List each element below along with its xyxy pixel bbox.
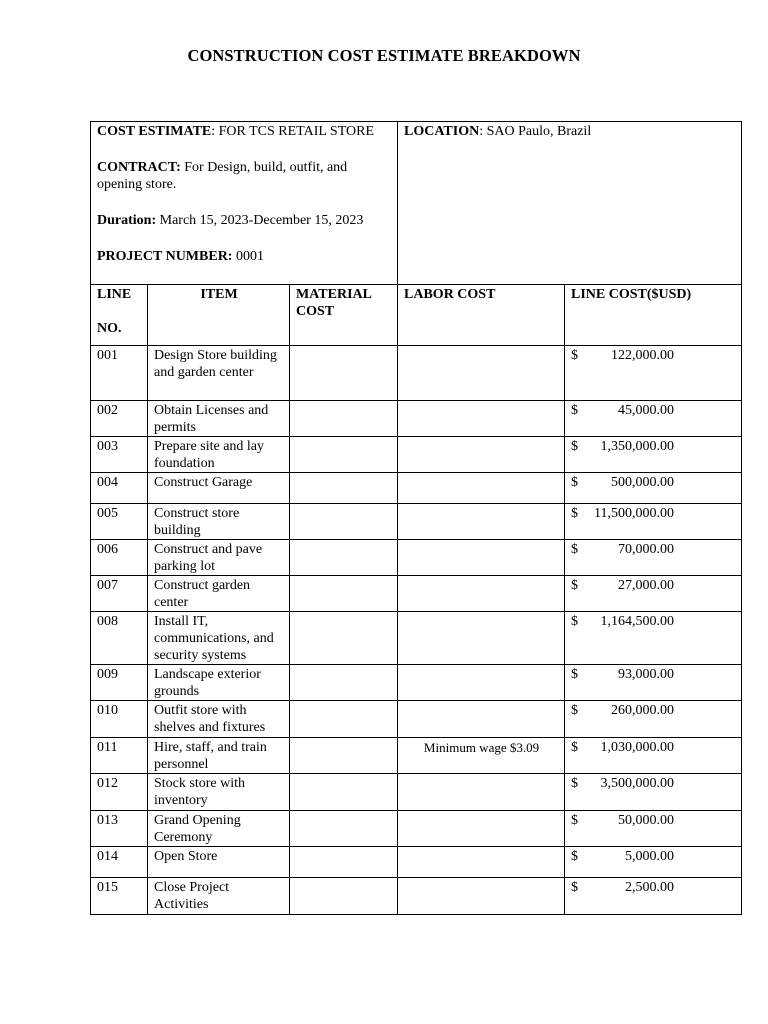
project-number-value: 0001 [232, 249, 264, 264]
labor-cost-cell [398, 612, 565, 665]
col-header-line-bottom: NO. [97, 321, 122, 336]
line-cost-amount: 1,030,000.00 [600, 740, 675, 755]
labor-cost-value: Minimum wage $3.09 [423, 740, 540, 755]
line-cost-amount: 260,000.00 [611, 703, 675, 718]
currency-symbol: $ [571, 403, 579, 418]
currency-symbol: $ [571, 703, 579, 718]
line-cost-cell [565, 612, 742, 665]
line-cost-amount: 1,350,000.00 [600, 439, 675, 454]
table-row [91, 346, 742, 401]
cost-estimate-value: : FOR TCS RETAIL STORE [211, 124, 375, 139]
labor-cost-cell [398, 576, 565, 612]
table-row [91, 774, 742, 811]
material-cost-cell [290, 504, 398, 540]
item-cell: Landscape exterior grounds [148, 665, 290, 701]
labor-cost-cell [398, 540, 565, 576]
currency-symbol: $ [571, 348, 579, 363]
contract-line [97, 159, 392, 193]
line-number-cell: 012 [91, 774, 148, 811]
line-cost-cell [565, 811, 742, 847]
line-number-cell: 005 [91, 504, 148, 540]
labor-cost-cell [398, 473, 565, 504]
labor-cost-cell [398, 811, 565, 847]
cost-estimate-label: COST ESTIMATE [97, 124, 212, 139]
labor-cost-cell [398, 847, 565, 878]
project-number-label: PROJECT NUMBER: [97, 249, 233, 264]
table-row [91, 504, 742, 540]
item-cell: Close Project Activities [148, 878, 290, 915]
line-cost-amount: 93,000.00 [618, 667, 675, 682]
project-number-line [97, 248, 392, 265]
line-number-cell: 004 [91, 473, 148, 504]
item-cell: Construct and pave parking lot [148, 540, 290, 576]
item-cell: Hire, staff, and train personnel [148, 738, 290, 774]
col-header-item: ITEM [148, 285, 290, 346]
cost-estimate-line [97, 123, 392, 140]
column-header-row [91, 285, 742, 346]
line-cost-amount: 5,000.00 [625, 849, 675, 864]
line-cost-cell [565, 437, 742, 473]
material-cost-cell [290, 774, 398, 811]
line-number-cell: 008 [91, 612, 148, 665]
table-row [91, 811, 742, 847]
col-header-line-top: LINE [97, 287, 132, 302]
line-cost-cell [565, 401, 742, 437]
material-cost-cell [290, 701, 398, 738]
line-cost-cell [565, 738, 742, 774]
labor-cost-cell [398, 774, 565, 811]
line-number-cell: 001 [91, 346, 148, 401]
line-cost-cell [565, 504, 742, 540]
currency-symbol: $ [571, 776, 579, 791]
line-number-cell: 013 [91, 811, 148, 847]
currency-symbol: $ [571, 614, 579, 629]
table-row [91, 576, 742, 612]
material-cost-cell [290, 665, 398, 701]
location-cell [398, 122, 742, 285]
labor-cost-cell [398, 504, 565, 540]
line-number-cell: 003 [91, 437, 148, 473]
item-cell: Construct garden center [148, 576, 290, 612]
currency-symbol: $ [571, 740, 579, 755]
table-row [91, 701, 742, 738]
line-cost-amount: 1,164,500.00 [600, 614, 675, 629]
project-info-row [91, 122, 742, 285]
item-cell: Design Store building and garden center [148, 346, 290, 401]
line-cost-amount: 45,000.00 [618, 403, 675, 418]
currency-symbol: $ [571, 880, 579, 895]
item-cell: Construct store building [148, 504, 290, 540]
line-cost-amount: 3,500,000.00 [600, 776, 675, 791]
table-row [91, 612, 742, 665]
line-cost-amount: 50,000.00 [618, 813, 675, 828]
currency-symbol: $ [571, 475, 579, 490]
line-cost-cell [565, 576, 742, 612]
line-number-cell: 010 [91, 701, 148, 738]
material-cost-cell [290, 847, 398, 878]
line-cost-cell [565, 665, 742, 701]
currency-symbol: $ [571, 439, 579, 454]
contract-value: For Design, build, outfit, and opening store. [97, 160, 348, 192]
duration-line [97, 212, 392, 229]
item-cell: Prepare site and lay foundation [148, 437, 290, 473]
item-cell: Obtain Licenses and permits [148, 401, 290, 437]
labor-cost-cell [398, 346, 565, 401]
table-row [91, 401, 742, 437]
col-header-line-cost: LINE COST($USD) [565, 285, 742, 346]
line-cost-amount: 500,000.00 [611, 475, 675, 490]
item-cell: Stock store with inventory [148, 774, 290, 811]
col-header-line-no [91, 285, 148, 346]
material-cost-cell [290, 401, 398, 437]
duration-label: Duration: [97, 213, 157, 228]
line-number-cell: 002 [91, 401, 148, 437]
table-row [91, 878, 742, 915]
cost-estimate-table [90, 121, 742, 915]
line-number-cell: 014 [91, 847, 148, 878]
currency-symbol: $ [571, 667, 579, 682]
item-cell: Construct Garage [148, 473, 290, 504]
location-value: : SAO Paulo, Brazil [479, 124, 592, 139]
material-cost-cell [290, 473, 398, 504]
line-cost-amount: 70,000.00 [618, 542, 675, 557]
line-cost-cell [565, 346, 742, 401]
line-number-cell: 007 [91, 576, 148, 612]
labor-cost-cell [398, 878, 565, 915]
line-cost-amount: 122,000.00 [611, 348, 675, 363]
project-info-cell [91, 122, 398, 285]
line-number-cell: 006 [91, 540, 148, 576]
line-cost-amount: 27,000.00 [618, 578, 675, 593]
currency-symbol: $ [571, 542, 579, 557]
labor-cost-cell [398, 401, 565, 437]
labor-cost-cell [398, 701, 565, 738]
material-cost-cell [290, 878, 398, 915]
document-title: CONSTRUCTION COST ESTIMATE BREAKDOWN [187, 46, 581, 65]
location-label: LOCATION [404, 124, 480, 139]
currency-symbol: $ [571, 578, 579, 593]
labor-cost-cell [398, 665, 565, 701]
table-row [91, 665, 742, 701]
table-row [91, 847, 742, 878]
material-cost-cell [290, 612, 398, 665]
col-header-labor-cost: LABOR COST [398, 285, 565, 346]
line-cost-cell [565, 473, 742, 504]
material-cost-cell [290, 576, 398, 612]
labor-cost-cell [398, 738, 565, 774]
item-cell: Open Store [148, 847, 290, 878]
material-cost-cell [290, 540, 398, 576]
item-cell: Outfit store with shelves and fixtures [148, 701, 290, 738]
material-cost-cell [290, 437, 398, 473]
currency-symbol: $ [571, 813, 579, 828]
item-cell: Install IT, communications, and security systems [148, 612, 290, 665]
table-row [91, 738, 742, 774]
line-cost-cell [565, 878, 742, 915]
currency-symbol: $ [571, 849, 579, 864]
line-number-cell: 009 [91, 665, 148, 701]
currency-symbol: $ [571, 506, 579, 521]
duration-value: March 15, 2023-December 15, 2023 [156, 213, 364, 228]
labor-cost-cell [398, 437, 565, 473]
line-number-cell: 015 [91, 878, 148, 915]
item-cell: Grand Opening Ceremony [148, 811, 290, 847]
col-header-material-cost: MATERIAL COST [290, 285, 398, 346]
line-cost-amount: 11,500,000.00 [594, 506, 675, 521]
line-cost-cell [565, 540, 742, 576]
material-cost-cell [290, 738, 398, 774]
line-cost-amount: 2,500.00 [625, 880, 675, 895]
line-number-cell: 011 [91, 738, 148, 774]
table-row [91, 437, 742, 473]
line-cost-cell [565, 847, 742, 878]
material-cost-cell [290, 811, 398, 847]
table-row [91, 473, 742, 504]
table-row [91, 540, 742, 576]
line-cost-cell [565, 774, 742, 811]
material-cost-cell [290, 346, 398, 401]
contract-label: CONTRACT: [97, 160, 181, 175]
line-cost-cell [565, 701, 742, 738]
